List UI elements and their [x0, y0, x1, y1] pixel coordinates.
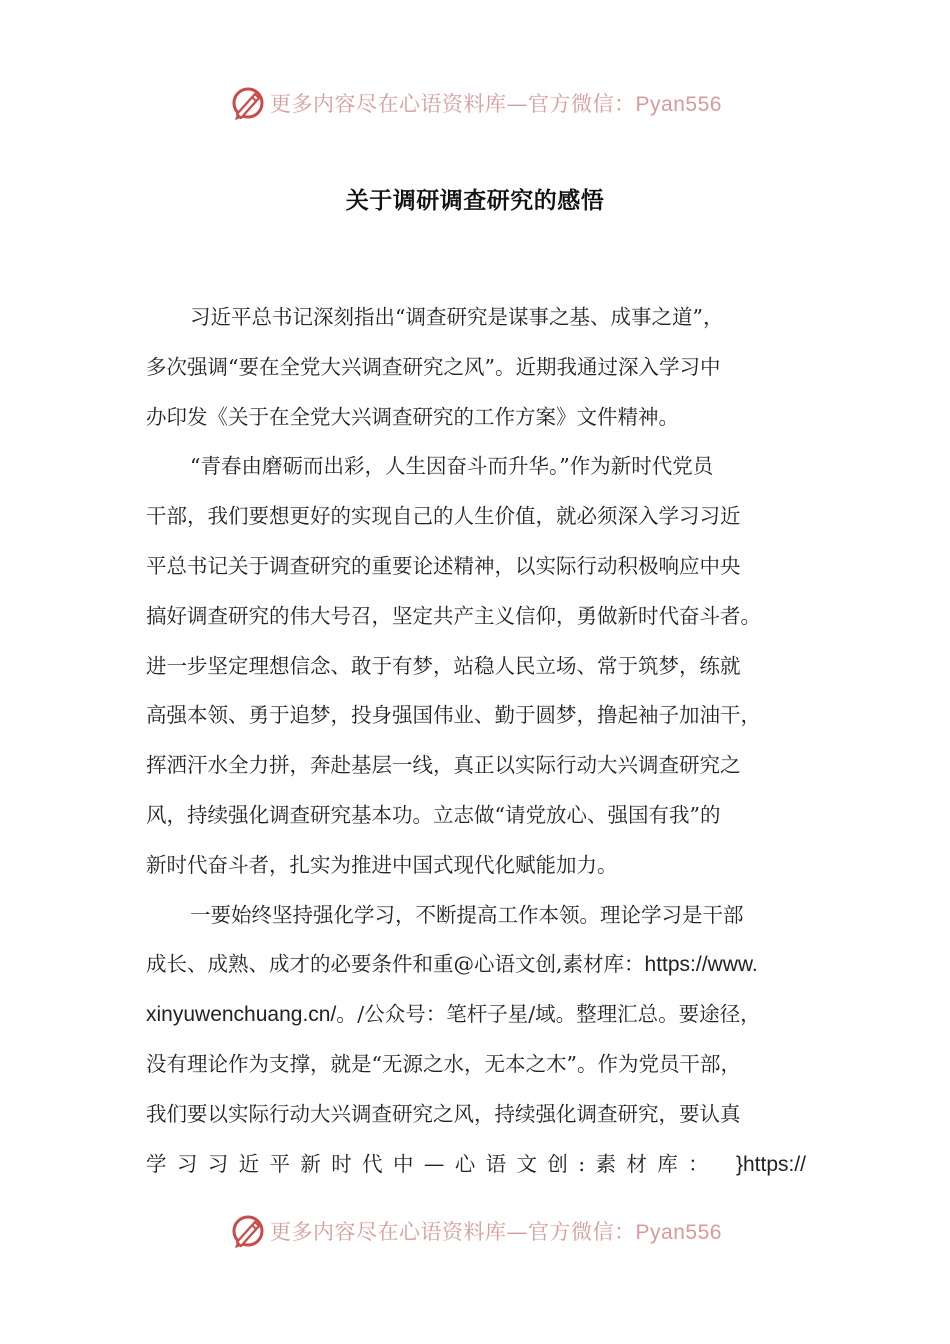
- text-line: 进一步坚定理想信念、敢于有梦，站稳人民立场、常于筑梦，练就: [146, 653, 741, 678]
- text-line: 办印发《关于在全党大兴调查研究的工作方案》文件精神。: [146, 404, 679, 429]
- text-segment: 成长、成熟、成才的必要条件和重@心语文创,素材库：: [146, 952, 645, 977]
- header-wechat-label: 官方微信：: [528, 92, 636, 116]
- text-line: 风，持续强化调查研究基本功。立志做“请党放心、强国有我”的: [146, 802, 721, 827]
- footer-wechat-id: Pyan556: [635, 1221, 722, 1244]
- footer-banner: [0, 1208, 950, 1254]
- text-line: 高强本领、勇于追梦，投身强国伟业、勤于圆梦，撸起袖子加油干，: [146, 703, 761, 728]
- url-text: xinyuwenchuang.cn/。: [146, 1003, 358, 1027]
- footer-slogan: 更多内容尽在心语资料库—: [270, 1220, 529, 1244]
- text-line: [146, 990, 806, 1040]
- url-text: }https://: [735, 1152, 806, 1176]
- document-title: 关于调研调查研究的感悟: [345, 188, 605, 214]
- text-line: “青春由磨砺而出彩，人生因奋斗而升华。”作为新时代党员: [190, 454, 714, 479]
- document-body: [146, 293, 806, 1189]
- text-line: 挥洒汗水全力拼，奔赴基层一线，真正以实际行动大兴调查研究之: [146, 753, 741, 778]
- text-line: [146, 1140, 806, 1190]
- text-line: 习近平总书记深刻指出“调查研究是谋事之基、成事之道”，: [190, 305, 724, 329]
- header-wechat-id: Pyan556: [635, 93, 722, 116]
- text-line: 没有理论作为支撑，就是“无源之水，无本之木”。作为党员干部，: [146, 1051, 741, 1076]
- header-slogan: 更多内容尽在心语资料库—: [270, 92, 529, 116]
- pen-logo-icon: [228, 1211, 268, 1251]
- text-segment: /公众号：笔杆子星/域。整理汇总。要途径，: [357, 1002, 761, 1027]
- text-line: 一要始终坚持强化学习，不断提高工作本领。理论学习是干部: [190, 902, 744, 927]
- pen-logo-icon: [228, 83, 268, 123]
- header-banner: [0, 80, 950, 126]
- url-text: https://www.: [644, 953, 758, 977]
- text-line: 平总书记关于调查研究的重要论述精神，以实际行动积极响应中央: [146, 553, 741, 578]
- footer-wechat-label: 官方微信：: [528, 1220, 636, 1244]
- text-segment: 学习习近平新时代中—心语文创:素材库：: [146, 1151, 720, 1176]
- text-line: 多次强调“要在全党大兴调查研究之风”。近期我通过深入学习中: [146, 354, 721, 379]
- text-line: 新时代奋斗者，扎实为推进中国式现代化赋能加力。: [146, 852, 618, 877]
- text-line: 干部，我们要想更好的实现自己的人生价值，就必须深入学习习近: [146, 504, 741, 529]
- text-line: 我们要以实际行动大兴调查研究之风，持续强化调查研究，要认真: [146, 1101, 741, 1126]
- text-line: [146, 940, 806, 990]
- footer-banner-text: [270, 1216, 722, 1246]
- text-line: 搞好调查研究的伟大号召，坚定共产主义信仰，勇做新时代奋斗者。: [146, 603, 761, 628]
- header-banner-text: [270, 88, 722, 118]
